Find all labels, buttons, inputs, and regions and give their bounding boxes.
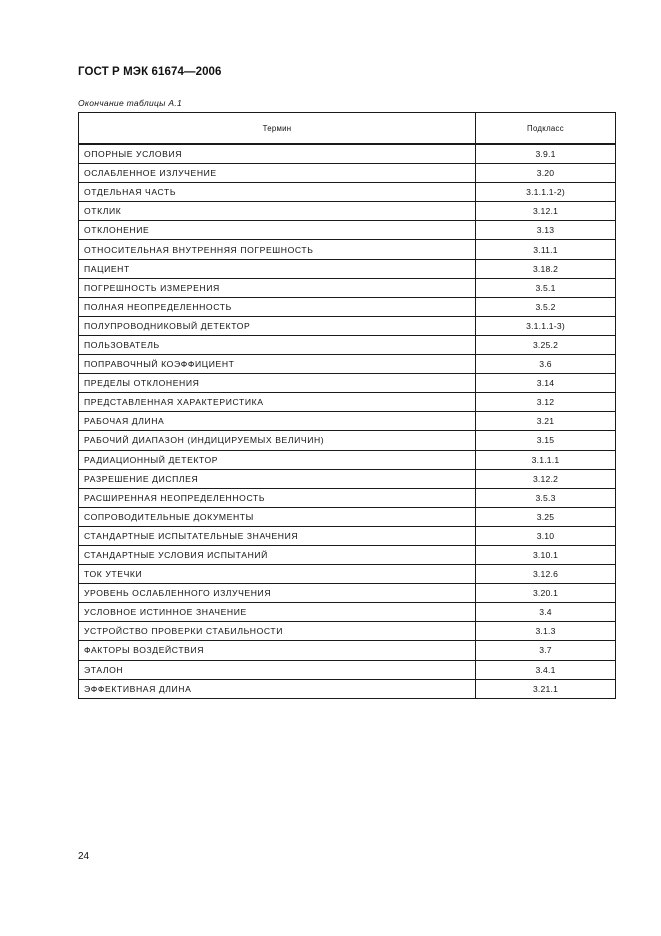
clause-cell: 3.7: [476, 641, 616, 660]
table-row: [79, 316, 616, 335]
table-row: [79, 202, 616, 221]
table-row: [79, 355, 616, 374]
term-cell: ПОПРАВОЧНЫЙ КОЭФФИЦИЕНТ: [79, 355, 476, 374]
term-cell: РАДИАЦИОННЫЙ ДЕТЕКТОР: [79, 450, 476, 469]
table-row: [79, 164, 616, 183]
clause-cell: 3.20.1: [476, 584, 616, 603]
table-row: [79, 584, 616, 603]
clause-cell: 3.15: [476, 431, 616, 450]
clause-cell: 3.1.1.1: [476, 450, 616, 469]
column-header-term: Термин: [79, 113, 476, 145]
table-row: [79, 488, 616, 507]
term-cell: УСТРОЙСТВО ПРОВЕРКИ СТАБИЛЬНОСТИ: [79, 622, 476, 641]
table-row: [79, 641, 616, 660]
clause-cell: 3.4: [476, 603, 616, 622]
table-row: [79, 526, 616, 545]
clause-cell: 3.13: [476, 221, 616, 240]
term-cell: ОСЛАБЛЕННОЕ ИЗЛУЧЕНИЕ: [79, 164, 476, 183]
table-row: [79, 278, 616, 297]
document-title: ГОСТ Р МЭК 61674—2006: [78, 66, 222, 78]
table-row: [79, 297, 616, 316]
clause-cell: 3.21: [476, 412, 616, 431]
table-caption: Окончание таблицы А.1: [78, 98, 183, 108]
clause-cell: 3.1.1.1-3): [476, 316, 616, 335]
term-cell: РАБОЧИЙ ДИАПАЗОН (ИНДИЦИРУЕМЫХ ВЕЛИЧИН): [79, 431, 476, 450]
term-cell: УРОВЕНЬ ОСЛАБЛЕННОГО ИЗЛУЧЕНИЯ: [79, 584, 476, 603]
table-row: [79, 221, 616, 240]
clause-cell: 3.12: [476, 393, 616, 412]
table-body: [79, 144, 616, 698]
clause-cell: 3.21.1: [476, 679, 616, 698]
table-row: [79, 183, 616, 202]
term-cell: РАЗРЕШЕНИЕ ДИСПЛЕЯ: [79, 469, 476, 488]
table-row: [79, 565, 616, 584]
term-cell: ОТДЕЛЬНАЯ ЧАСТЬ: [79, 183, 476, 202]
clause-cell: 3.14: [476, 374, 616, 393]
clause-cell: 3.9.1: [476, 144, 616, 164]
term-cell: ПОГРЕШНОСТЬ ИЗМЕРЕНИЯ: [79, 278, 476, 297]
table-row: [79, 431, 616, 450]
clause-cell: 3.1.3: [476, 622, 616, 641]
table-row: [79, 335, 616, 354]
term-cell: ТОК УТЕЧКИ: [79, 565, 476, 584]
clause-cell: 3.12.6: [476, 565, 616, 584]
terms-table: [78, 112, 616, 699]
term-cell: РАБОЧАЯ ДЛИНА: [79, 412, 476, 431]
table-row: [79, 450, 616, 469]
clause-cell: 3.18.2: [476, 259, 616, 278]
table-row: [79, 545, 616, 564]
table-header-row: [79, 113, 616, 145]
term-cell: ПОЛНАЯ НЕОПРЕДЕЛЕННОСТЬ: [79, 297, 476, 316]
term-cell: ПАЦИЕНТ: [79, 259, 476, 278]
table-row: [79, 679, 616, 698]
term-cell: ПРЕДЕЛЫ ОТКЛОНЕНИЯ: [79, 374, 476, 393]
clause-cell: 3.20: [476, 164, 616, 183]
term-cell: СТАНДАРТНЫЕ УСЛОВИЯ ИСПЫТАНИЙ: [79, 545, 476, 564]
table-row: [79, 393, 616, 412]
term-cell: УСЛОВНОЕ ИСТИННОЕ ЗНАЧЕНИЕ: [79, 603, 476, 622]
term-cell: СОПРОВОДИТЕЛЬНЫЕ ДОКУМЕНТЫ: [79, 507, 476, 526]
clause-cell: 3.10: [476, 526, 616, 545]
table-row: [79, 660, 616, 679]
term-cell: СТАНДАРТНЫЕ ИСПЫТАТЕЛЬНЫЕ ЗНАЧЕНИЯ: [79, 526, 476, 545]
clause-cell: 3.1.1.1-2): [476, 183, 616, 202]
column-header-clause: Подкласс: [476, 113, 616, 145]
table-row: [79, 412, 616, 431]
clause-cell: 3.12.1: [476, 202, 616, 221]
table-row: [79, 240, 616, 259]
clause-cell: 3.4.1: [476, 660, 616, 679]
table-row: [79, 603, 616, 622]
clause-cell: 3.6: [476, 355, 616, 374]
term-cell: ОПОРНЫЕ УСЛОВИЯ: [79, 144, 476, 164]
term-cell: ОТКЛИК: [79, 202, 476, 221]
term-cell: ОТКЛОНЕНИЕ: [79, 221, 476, 240]
clause-cell: 3.11.1: [476, 240, 616, 259]
table-row: [79, 469, 616, 488]
term-cell: ПРЕДСТАВЛЕННАЯ ХАРАКТЕРИСТИКА: [79, 393, 476, 412]
clause-cell: 3.25: [476, 507, 616, 526]
term-cell: РАСШИРЕННАЯ НЕОПРЕДЕЛЕННОСТЬ: [79, 488, 476, 507]
clause-cell: 3.25.2: [476, 335, 616, 354]
clause-cell: 3.5.1: [476, 278, 616, 297]
term-cell: ЭТАЛОН: [79, 660, 476, 679]
table-row: [79, 374, 616, 393]
table-row: [79, 144, 616, 164]
term-cell: ПОЛЬЗОВАТЕЛЬ: [79, 335, 476, 354]
table-row: [79, 622, 616, 641]
term-cell: ЭФФЕКТИВНАЯ ДЛИНА: [79, 679, 476, 698]
clause-cell: 3.5.2: [476, 297, 616, 316]
clause-cell: 3.5.3: [476, 488, 616, 507]
clause-cell: 3.12.2: [476, 469, 616, 488]
page-number: 24: [78, 851, 90, 862]
term-cell: ФАКТОРЫ ВОЗДЕЙСТВИЯ: [79, 641, 476, 660]
term-cell: ОТНОСИТЕЛЬНАЯ ВНУТРЕННЯЯ ПОГРЕШНОСТЬ: [79, 240, 476, 259]
clause-cell: 3.10.1: [476, 545, 616, 564]
table-row: [79, 259, 616, 278]
table-row: [79, 507, 616, 526]
term-cell: ПОЛУПРОВОДНИКОВЫЙ ДЕТЕКТОР: [79, 316, 476, 335]
